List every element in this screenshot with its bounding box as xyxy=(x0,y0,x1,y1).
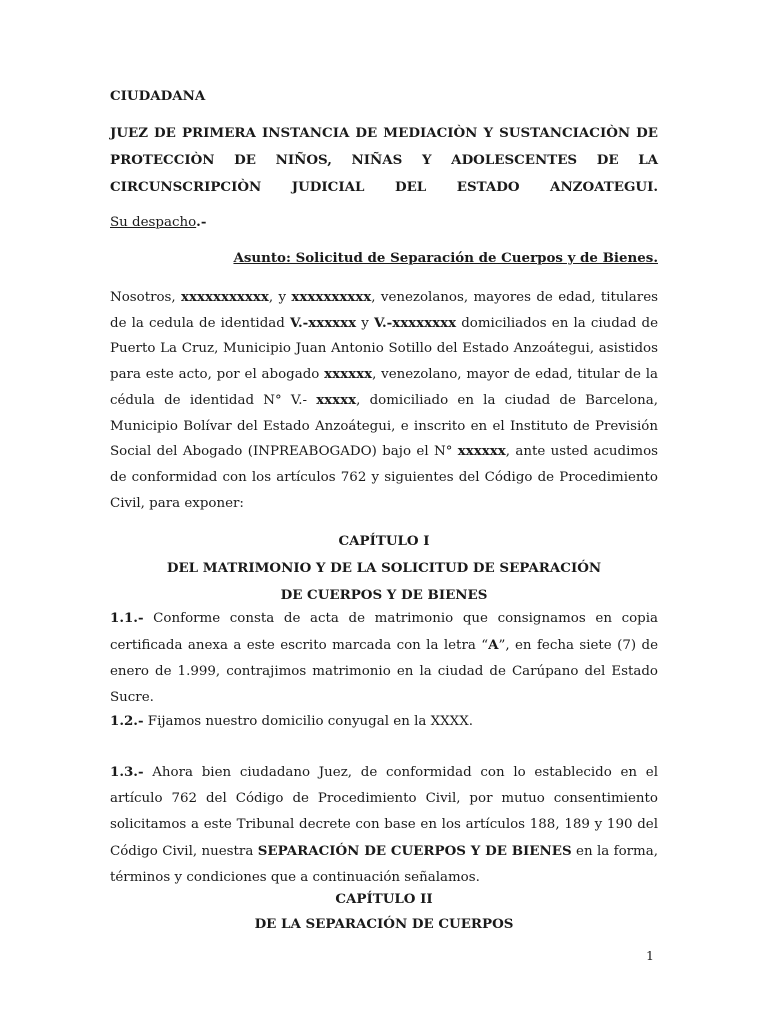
paragraph-1-1: 1.1.- Conforme consta de acta de matrimonio que consignamos en copia certificada anexa a este escrito marcada con la letra “A”, en fecha siete (7) de enero de 1.999, contrajimos matrimonio en la ciudad de Carúpano del Estado Sucre. xyxy=(110,610,659,705)
chapter-1-heading xyxy=(110,528,658,609)
page-number: 1 xyxy=(646,948,654,963)
paragraph-1-2: 1.2.- Fijamos nuestro domicilio conyugal en la XXXX. xyxy=(110,713,473,729)
chapter-1-title: CAPÍTULO I xyxy=(338,533,430,549)
recipient-line: CIUDADANA xyxy=(110,88,206,104)
judge-title: JUEZ DE PRIMERA INSTANCIA DE MEDIACIÒN Y SUSTANCIACIÒN DE PROTECCIÒN DE NIÑOS, NIÑAS Y ADOLESCENTES DE LA CIRCUNSCRIPCIÒN JUDICIAL DEL ESTADO ANZOATEGUI. xyxy=(110,125,658,195)
chapter-2-title: CAPÍTULO II xyxy=(335,891,433,907)
despacho-line: Su despacho.- xyxy=(110,214,207,230)
intro-paragraph: Nosotros, xxxxxxxxxxx, y xxxxxxxxxx, venezolanos, mayores de edad, titulares de la cedula de identidad V.-xxxxxx y V.-xxxxxxxx domiciliados en la ciudad de Puerto La Cruz, Municipio Juan Antonio Sotillo del Estado Anzoátegui, asistidos para este acto, por el abogado xxxxxx, venezolano, mayor de edad, titular de la cédula de identidad N° V.- xxxxx, domiciliado en la ciudad de Barcelona, Municipio Bolívar del Estado Anzoátegui, e inscrito en el Instituto de Previsión Social del Abogado (INPREABOGADO) bajo el N° xxxxxx, ante usted acudimos de conformidad con los artículos 762 y siguientes del Código de Procedimiento Civil, para exponer: xyxy=(110,289,659,511)
chapter-1-subtitle-2: DE CUERPOS Y DE BIENES xyxy=(280,587,488,603)
chapter-2-subtitle: DE LA SEPARACIÓN DE CUERPOS xyxy=(254,916,514,932)
chapter-1-subtitle-1: DEL MATRIMONIO Y DE LA SOLICITUD DE SEPARACIÓN xyxy=(166,560,602,576)
asunto-line: Asunto: Solicitud de Separación de Cuerpos y de Bienes. xyxy=(233,250,658,266)
chapter-2-heading xyxy=(110,887,658,937)
paragraph-1-3: 1.3.- Ahora bien ciudadano Juez, de conformidad con lo establecido en el artículo 762 del Código de Procedimiento Civil, por mutuo consentimiento solicitamos a este Tribunal decrete con base en los artículos 188, 189 y 190 del Código Civil, nuestra SEPARACIÓN DE CUERPOS Y DE BIENES en la forma, términos y condiciones que a continuación señalamos. xyxy=(110,764,658,885)
